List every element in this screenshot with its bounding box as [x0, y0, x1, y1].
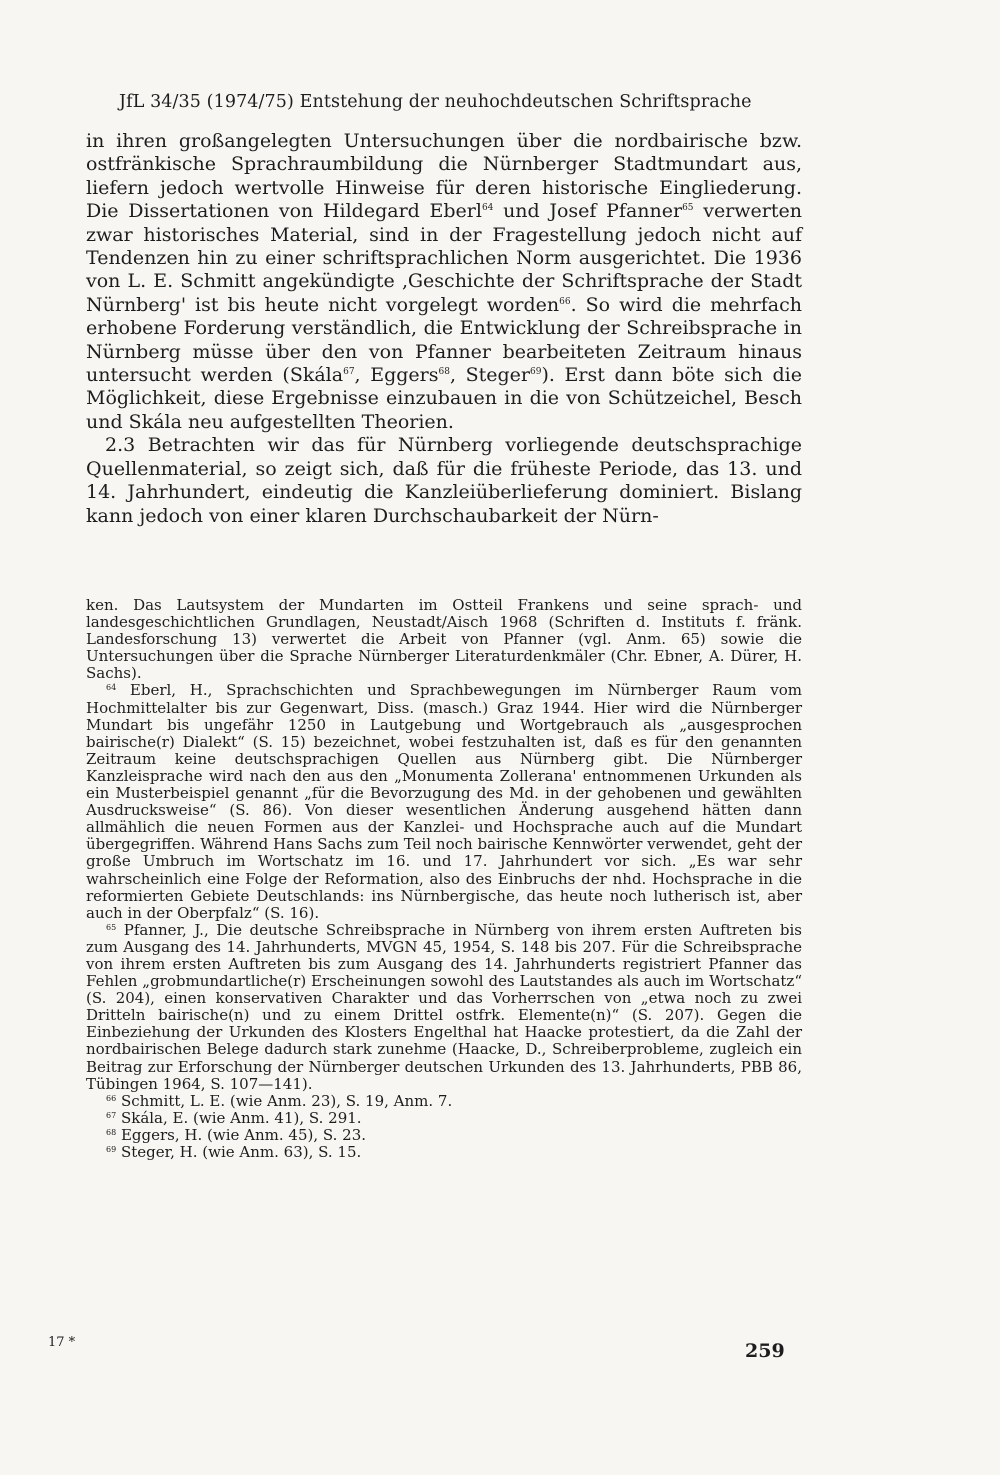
text-run: , Eggers — [354, 364, 439, 387]
paragraph-1 — [86, 130, 802, 434]
running-title: Entstehung der neuhochdeutschen Schriftsprache — [299, 92, 752, 112]
footnote-text: Eberl, H., Sprachschichten und Sprachbewegungen im Nürnberger Raum vom Hochmittelalter bis zur Gegenwart, Diss. (masch.) Graz 1944. Hier wird die Nürnberger Mundart bis ungefähr 1250 in Lautgebung und Wortgebrauch als „ausgesprochen bairische(r) Dialekt“ (S. 15) bezeichnet, wobei festzuhalten ist, daß es für den genannten Zeitraum keine deutschsprachigen Quellen aus Nürnberg gibt. Die Nürnberger Kanzleisprache wird nach den aus den „Monumenta Zollerana' entnommenen Urkunden als ein Musterbeispiel genannt „für die Bevorzugung des Md. in der gehobenen und gewählten Ausdrucksweise“ (S. 86). Von dieser wesentlichen Änderung ausgehend hätten dann allmählich die neuen Formen aus der Kanzlei- und Hochsprache auch auf die Mundart übergegriffen. Während Hans Sachs zum Teil noch bairische Kennwörter verwendet, geht der große Umbruch im Wortschatz im 16. und 17. Jahrhundert vor sich. „Es war sehr wahrscheinlich eine Folge der Reformation, also des Einbruchs der nhd. Hochsprache in die reformierten Gebiete Deutschlands: ins Nürnbergische, das heute noch lutherisch ist, aber auch in der Oberpfalz“ (S. 16). — [86, 681, 802, 922]
main-text — [86, 130, 802, 528]
sheet-signature: 17 * — [48, 1335, 76, 1350]
footnote-text: Schmitt, L. E. (wie Anm. 23), S. 19, Anm. 7. — [116, 1091, 453, 1110]
text-run: und Josef Pfanner — [493, 200, 683, 223]
text-run: in ihren großangelegten Untersuchungen über die nordbairische bzw. ostfränkische Sprachraumbildung die Nürnberger Stadtmundart aus, liefern jedoch wertvolle Hinweise für deren historische Eingliederung. Die Dissertationen von Hildegard Eberl — [86, 130, 802, 223]
footnote-ref-66[interactable]: 66 — [559, 296, 571, 307]
text-run: ). Erst dann böte sich die Möglichkeit, diese Ergebnisse einzubauen in die von Schützeichel, Besch und Skála neu aufgestellten Theorien. — [86, 364, 802, 433]
paragraph-2: 2.3 Betrachten wir das für Nürnberg vorliegende deutschsprachige Quellenmaterial, so zeigt sich, daß für die früheste Periode, das 13. und 14. Jahrhundert, eindeutig die Kanzleiüberlieferung dominiert. Bislang kann jedoch von einer klaren Durchschaubarkeit der Nürn- — [86, 434, 802, 527]
footnotes — [86, 597, 802, 1161]
footnote-69 — [86, 1144, 802, 1161]
footnote-text: Pfanner, J., Die deutsche Schreibsprache in Nürnberg von ihrem ersten Auftreten bis zum Ausgang des 14. Jahrhunderts, MVGN 45, 1954, S. 148 bis 207. Für die Schreibsprache von ihrem ersten Auftreten bis zum Ausgang des 14. Jahrhunderts registriert Pfanner das Fehlen „grobmundartliche(r) Erscheinungen sowohl des Lautstandes als auch im Wortschatz“ (S. 204), einen konservativen Charakter und das Vorherrschen von „etwa noch zu zwei Dritteln bairische(n) und zu einem Drittel ostfrk. Elemente(n)“ (S. 207). Gegen die Einbeziehung der Urkunden des Klosters Engelthal hat Haacke protestiert, da die Zahl der nordbairischen Belege dadurch stark zunehme (Haacke, D., Schreiberprobleme, zugleich ein Beitrag zur Erforschung der Nürnberger deutschen Urkunden des 13. Jahrhunderts, PBB 86, Tübingen 1964, S. 107—141). — [86, 920, 802, 1093]
running-header — [119, 92, 789, 112]
footnote-continued: ken. Das Lautsystem der Mundarten im Ostteil Frankens und seine sprach- und landesgeschichtlichen Grundlagen, Neustadt/Aisch 1968 (Schriften d. Instituts f. fränk. Landesforschung 13) verwertet die Arbeit von Pfanner (vgl. Anm. 65) sowie die Untersuchungen über die Sprache Nürnberger Literaturdenkmäler (Chr. Ebner, A. Dürer, H. Sachs). — [86, 596, 802, 683]
footnote-text: Eggers, H. (wie Anm. 45), S. 23. — [116, 1125, 367, 1144]
footnote-ref-68[interactable]: 68 — [438, 367, 450, 378]
text-run: . So wird die mehrfach erhobene Forderung verständlich, die Entwicklung der Schreibsprache in Nürnberg müsse über den von Pfanner bearbeiteten Zeitraum hinaus untersucht werden (Skála — [86, 293, 802, 387]
footnote-text: Steger, H. (wie Anm. 63), S. 15. — [116, 1143, 362, 1161]
footnote-number: 66 — [106, 1093, 117, 1103]
footnote-ref-69[interactable]: 69 — [530, 367, 542, 378]
footnote-ref-65[interactable]: 65 — [682, 203, 694, 214]
footnote-text: Skála, E. (wie Anm. 41), S. 291. — [116, 1108, 362, 1127]
footnote-66 — [86, 1093, 802, 1110]
footnote-67 — [86, 1110, 802, 1127]
journal-reference: JfL 34/35 (1974/75) — [119, 92, 294, 112]
footnote-number: 64 — [106, 683, 117, 693]
footnote-64 — [86, 682, 802, 921]
page-number: 259 — [745, 1340, 785, 1362]
footnote-65 — [86, 922, 802, 1093]
footnote-ref-67[interactable]: 67 — [343, 367, 355, 378]
footnote-number: 69 — [106, 1145, 117, 1154]
footnote-number: 68 — [106, 1127, 117, 1137]
footnote-ref-64[interactable]: 64 — [481, 203, 494, 214]
footnote-number: 65 — [106, 922, 117, 932]
text-run: verwerten zwar historisches Material, sind in der Fragestellung jedoch nicht auf Tendenzen hin zu einer schriftsprachlichen Norm ausgerichtet. Die 1936 von L. E. Schmitt angekündigte ‚Geschichte der Schriftsprache der Stadt Nürnberg' ist bis heute nicht vorgelegt worden — [86, 200, 802, 316]
footnote-number: 67 — [106, 1110, 117, 1120]
text-run: , Steger — [449, 364, 530, 387]
footnote-68 — [86, 1127, 802, 1144]
